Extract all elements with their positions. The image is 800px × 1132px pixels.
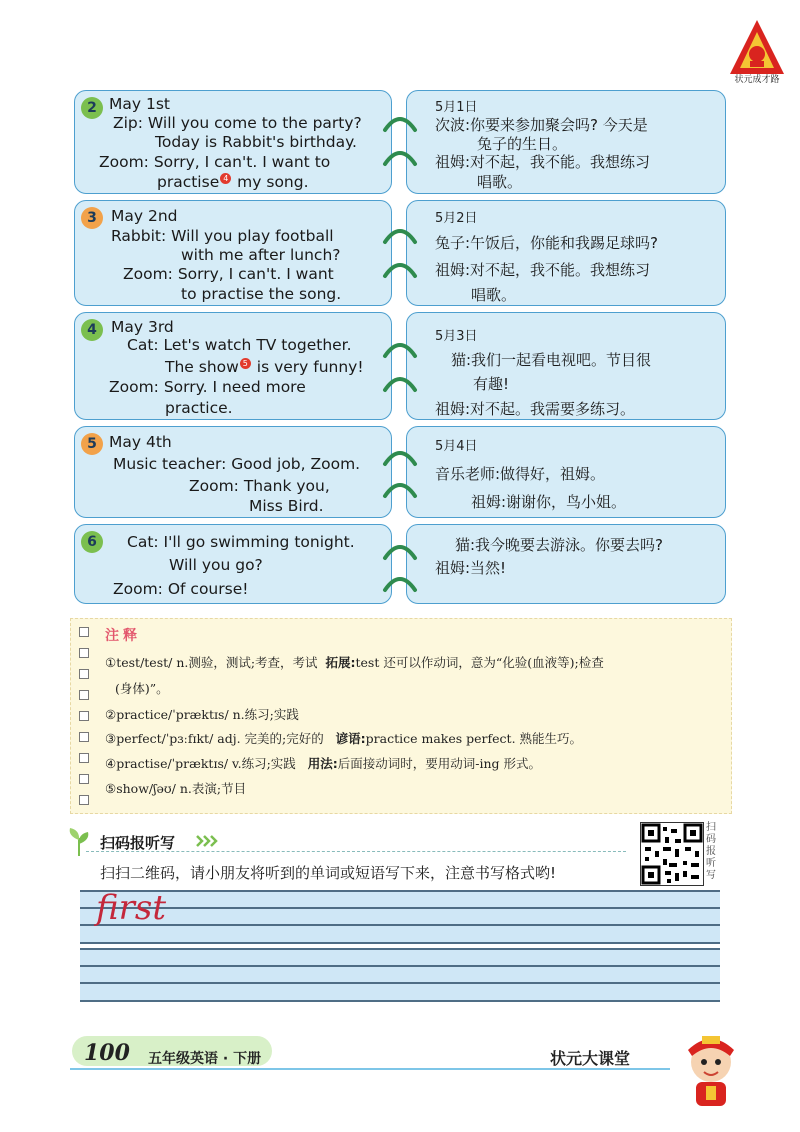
dialogue-line: 祖姆:对不起，我不能。我想练习 [435,153,651,171]
binding-hole [79,732,89,742]
divider [86,851,626,853]
leaf-icon [66,826,92,858]
card-number: 3 [81,207,103,229]
dialogue-word: The show [165,358,239,377]
dialogue-line: 兔子:午饭后，你能和我踢足球吗? [435,234,659,252]
dialogue-line: 唱歌。 [477,173,523,191]
binding-hole [79,711,89,721]
note-text: ③perfect/ˈpɜːfɪkt/ adj. 完美的;完好的 [105,731,324,746]
dialogue-word: my song. [237,173,309,192]
dialogue-line: Miss Bird. [249,497,324,515]
dialogue-line: 猫:我今晚要去游泳。你要去吗? [455,536,664,554]
dialogue-line: 祖姆:当然! [435,559,507,577]
dialogue-card-cn-4 [406,312,726,420]
card-number: 2 [81,97,103,119]
card-date: May 4th [109,433,172,451]
note-item-1-cont: (身体)”。 [115,681,169,696]
binder-ring-icon [382,146,418,168]
note-rest: test 还可以作动词，意为“化验(血液等);检查 [355,655,604,670]
dialogue-line: 祖姆:对不起，我不能。我想练习 [435,261,651,279]
card-number: 4 [81,319,103,341]
binder-ring-icon [382,446,418,468]
card-date: May 3rd [111,318,174,336]
dialogue-line: 兔子的生日。 [477,135,568,153]
note-item-1 [105,653,604,671]
sample-word: first [96,888,167,928]
binder-ring-icon [382,224,418,246]
note-item-2: ②practice/ˈpræktɪs/ n.练习;实践 [105,707,299,722]
card-date: 5月2日 [435,211,478,226]
note-item-5: ⑤show/ʃəʊ/ n.表演;节目 [105,781,247,796]
dialogue-line: 音乐老师:做得好，祖姆。 [435,465,606,483]
scan-title: 扫码报听写 [100,834,176,852]
dialogue-line: Cat: I'll go swimming tonight. [127,533,355,551]
dialogue-card-en-2 [74,90,392,194]
dialogue-card-cn-5 [406,426,726,518]
binding-hole [79,795,89,805]
dialogue-line: Will you go? [169,556,263,574]
note-label: 用法: [307,756,338,771]
dialogue-line: Zoom: Sorry, I can't. I want to [99,153,331,171]
note-text: ④practise/ˈpræktɪs/ v.练习;实践 [105,756,296,771]
guide-line [80,948,720,950]
guide-line [80,924,720,926]
dialogue-card-en-3 [74,200,392,306]
dialogue-card-en-5 [74,426,392,518]
card-date: 5月1日 [435,100,478,115]
card-number: 5 [81,433,103,455]
binder-ring-icon [382,258,418,280]
arrows-icon [196,834,218,848]
dialogue-line: Zoom: Of course! [113,580,249,598]
binder-ring-icon [382,540,418,562]
binder-ring-icon [382,372,418,394]
dialogue-word: is very funny! [256,358,364,377]
writing-area-1[interactable] [80,890,720,944]
note-rest: 后面接动词时，要用动词-ing 形式。 [337,756,541,771]
card-date: May 2nd [111,207,178,225]
dialogue-line: 次波:你要来参加聚会吗? 今天是 [435,116,648,134]
brand-logo-text: 状元成才路 [734,75,780,85]
scan-description: 扫扫二维码，请小朋友将听到的单词或短语写下来，注意书写格式哟! [100,864,557,882]
dialogue-line [157,173,309,191]
dialogue-line: Zoom: Sorry. I need more [109,378,306,396]
binding-hole [79,774,89,784]
qr-side-label: 扫 码 报 听 写 [706,822,716,881]
brand-name: 状元大课堂 [550,1049,631,1068]
binding-hole [79,753,89,763]
note-rest: practice makes perfect. 熟能生巧。 [365,731,583,746]
dialogue-line [165,358,364,376]
dialogue-line: to practise the song. [181,285,342,303]
note-label: 拓展: [325,655,356,670]
guide-line [80,982,720,984]
dialogue-line: Zip: Will you come to the party? [113,114,362,132]
qr-code-icon[interactable] [640,822,704,886]
dialogue-line: Zoom: Thank you, [189,477,330,495]
dialogue-card-en-4 [74,312,392,420]
card-date: May 1st [109,95,170,113]
dialogue-line: Rabbit: Will you play football [111,227,334,245]
note-marker: 4 [220,173,231,184]
writing-area-2[interactable] [80,948,720,1002]
note-item-4 [105,754,541,772]
binding-hole [79,648,89,658]
dialogue-card-en-6 [74,524,392,604]
dialogue-word: practise [157,173,220,192]
binding-hole [79,669,89,679]
binder-ring-icon [382,572,418,594]
card-date: 5月4日 [435,439,478,454]
notes-title: 注释 [105,628,141,644]
dialogue-line: with me after lunch? [181,246,341,264]
binder-ring-icon [382,112,418,134]
dialogue-line: practice. [165,399,233,417]
dialogue-line: 唱歌。 [471,286,517,304]
note-label: 谚语: [335,731,366,746]
card-number: 6 [81,531,103,553]
dialogue-line: Today is Rabbit's birthday. [155,133,357,151]
card-date: 5月3日 [435,329,478,344]
dialogue-line: Cat: Let's watch TV together. [127,336,352,354]
dialogue-line: Zoom: Sorry, I can't. I want [123,265,334,283]
guide-line [80,890,720,892]
dialogue-card-cn-2 [406,90,726,194]
book-title: 五年级英语 · 下册 [148,1051,262,1067]
dialogue-card-cn-6 [406,524,726,604]
binding-hole [79,627,89,637]
dialogue-line: Music teacher: Good job, Zoom. [113,455,361,473]
binder-ring-icon [382,478,418,500]
dialogue-line: 猫:我们一起看电视吧。节目很 [451,351,652,369]
footer-divider [70,1068,670,1070]
guide-line [80,942,720,944]
notes-panel [70,618,732,814]
dialogue-line: 祖姆:谢谢你，鸟小姐。 [471,493,627,511]
guide-line [80,907,720,909]
note-text: ①test/test/ n.测验，测试;考查，考试 [105,655,318,670]
dialogue-line: 有趣! [473,375,510,393]
note-marker: 5 [240,358,251,369]
guide-line [80,1000,720,1002]
dialogue-line: 祖姆:对不起。我需要多练习。 [435,400,636,418]
guide-line [80,965,720,967]
dialogue-card-cn-3 [406,200,726,306]
note-item-3 [105,729,582,747]
binder-ring-icon [382,338,418,360]
binding-hole [79,690,89,700]
mascot-icon [676,1030,746,1110]
page-number: 100 [84,1040,130,1066]
